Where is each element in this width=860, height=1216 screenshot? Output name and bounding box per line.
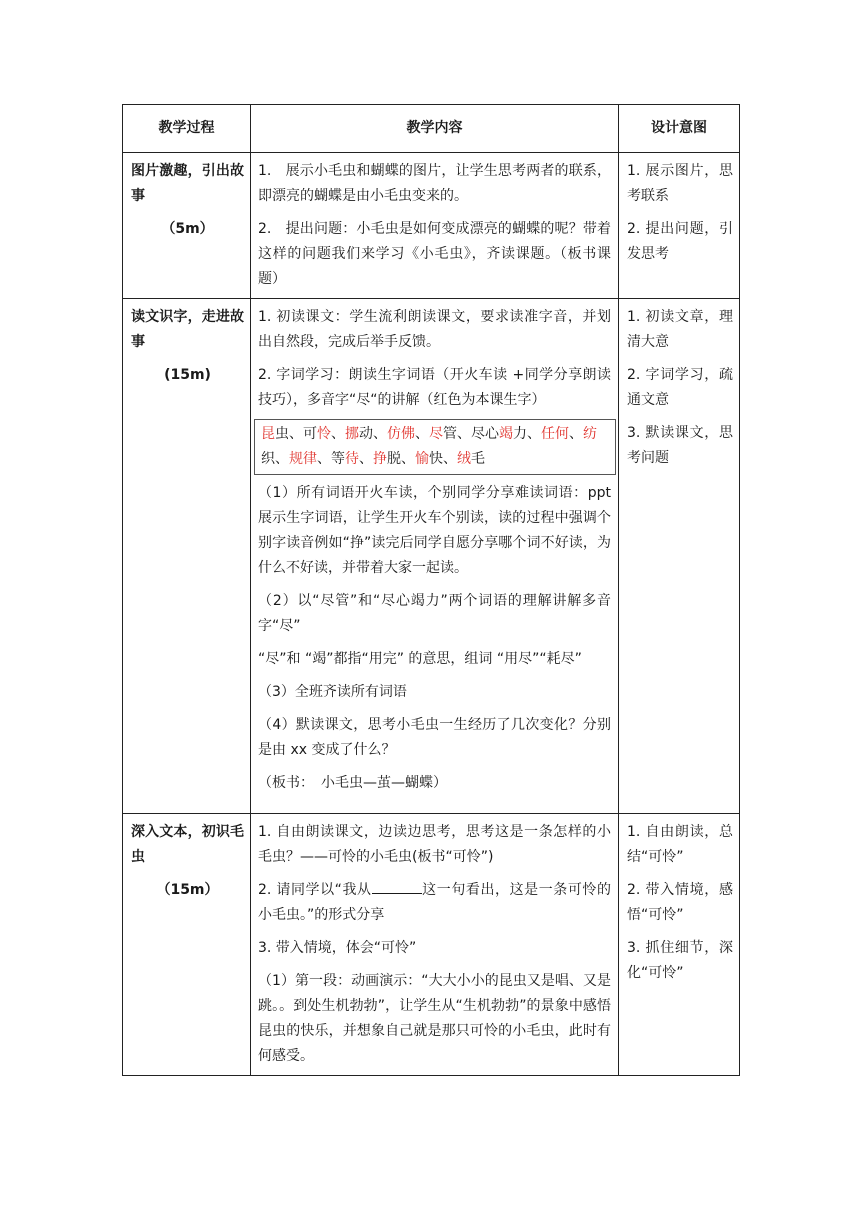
content-paragraph: （2）以“尽管”和“尽心竭力”两个词语的理解讲解多音字“尽”: [258, 593, 611, 634]
known-character: 尽心: [471, 426, 499, 442]
new-character: 挣: [373, 451, 387, 467]
content-paragraph: （3）全班齐读所有词语: [258, 684, 407, 700]
intent-item: 1. 展示图片，思考联系: [627, 163, 733, 204]
new-character: 绒: [457, 451, 471, 467]
vocab-separator: 、: [569, 426, 583, 442]
table-row: [123, 814, 740, 1076]
vocab-word: [415, 451, 443, 467]
intent-item: 2. 提出问题，引发思考: [627, 221, 733, 262]
vocab-word: [373, 451, 401, 467]
new-character: 挪: [345, 426, 359, 442]
header-content: 教学内容: [251, 105, 619, 153]
content-cell: [251, 814, 619, 1076]
stage-title: 深入文本，初识毛虫: [131, 824, 244, 865]
intent-item: 2. 字词学习，疏通文意: [627, 367, 733, 408]
vocab-word: [429, 426, 457, 442]
header-process: 教学过程: [123, 105, 251, 153]
known-character: 可: [303, 426, 317, 442]
stage-cell: [123, 814, 251, 1076]
stage-time: (15m): [164, 367, 211, 383]
known-character: 管: [443, 426, 457, 442]
header-intent: 设计意图: [619, 105, 740, 153]
table-header-row: [123, 105, 740, 153]
new-character: 怜: [317, 426, 331, 442]
known-character: 快: [429, 451, 443, 467]
stage-title: 读文识字，走进故事: [131, 309, 244, 350]
vocab-word: [261, 426, 289, 442]
new-character: 规律: [289, 451, 317, 467]
intent-cell: [619, 299, 740, 814]
content-cell: [251, 153, 619, 299]
vocab-separator: 、: [331, 426, 345, 442]
new-character: 昆: [261, 426, 275, 442]
intent-item: 1. 初读文章，理清大意: [627, 309, 733, 350]
content-paragraph: “尽”和 “竭”都指“用完” 的意思，组词 “用尽”“耗尽”: [258, 651, 582, 667]
known-character: 虫: [275, 426, 289, 442]
vocab-separator: 、: [317, 451, 331, 467]
intent-item: 2. 带入情境，感悟“可怜”: [627, 882, 733, 923]
intent-item: 3. 抓住细节，深化“可怜”: [627, 940, 733, 981]
intent-item: 3. 默读课文，思考问题: [627, 425, 733, 466]
vocab-separator: 、: [373, 426, 387, 442]
new-character: 待: [345, 451, 359, 467]
known-character: 等: [331, 451, 345, 467]
vocab-separator: 、: [401, 451, 415, 467]
known-character: 脱: [387, 451, 401, 467]
known-character: 动: [359, 426, 373, 442]
new-character: 仿佛: [387, 426, 415, 442]
content-paragraph: 1. 展示小毛虫和蝴蝶的图片，让学生思考两者的联系，即漂亮的蝴蝶是由小毛虫变来的。: [258, 163, 611, 204]
content-paragraph: 2. 提出问题：小毛虫是如何变成漂亮的蝴蝶的呢？带着这样的问题我们来学习《小毛虫》，齐读课题。（板书课题）: [258, 221, 611, 287]
table-row: [123, 153, 740, 299]
vocab-separator: 、: [275, 451, 289, 467]
lesson-plan-table: [122, 104, 740, 1076]
stage-title: 图片激趣，引出故事: [131, 163, 244, 204]
stage-time: （15m）: [156, 882, 219, 898]
content-fragment: 2. 请同学以“我从: [258, 882, 372, 898]
vocab-separator: 、: [457, 426, 471, 442]
known-character: 力: [513, 426, 527, 442]
content-fragment: 这一句看出，这是一条可怜的小毛虫。”的形式分享: [258, 882, 611, 923]
content-cell: [251, 299, 619, 814]
vocab-word: [541, 426, 569, 442]
intent-cell: [619, 153, 740, 299]
stage-cell: [123, 299, 251, 814]
vocab-word: [387, 426, 415, 442]
new-character: 尽: [429, 426, 443, 442]
content-paragraph: [258, 878, 611, 928]
content-paragraph: 1. 自由朗读课文，边读边思考，思考这是一条怎样的小毛虫？——可怜的小毛虫(板书“可怜”): [258, 824, 611, 865]
vocab-separator: 、: [443, 451, 457, 467]
content-paragraph: 1. 初读课文：学生流利朗读课文，要求读准字音，并划出自然段，完成后举手反馈。: [258, 309, 611, 350]
new-character: 任何: [541, 426, 569, 442]
content-paragraph: 2. 字词学习：朗读生字词语（开火车读 +同学分享朗读技巧），多音字“尽“的讲解（红色为本课生字）: [258, 367, 611, 408]
vocab-word: [471, 426, 527, 442]
intent-item: 1. 自由朗读，总结“可怜”: [627, 824, 733, 865]
content-paragraph: 3. 带入情境，体会“可怜”: [258, 940, 417, 956]
vocab-separator: 、: [527, 426, 541, 442]
vocabulary-box: [254, 419, 616, 475]
vocab-word: [303, 426, 331, 442]
new-character: 愉: [415, 451, 429, 467]
intent-cell: [619, 814, 740, 1076]
vocab-separator: 、: [415, 426, 429, 442]
vocab-word: [289, 451, 317, 467]
known-character: 毛: [471, 451, 485, 467]
new-character: 纺: [583, 426, 597, 442]
vocab-separator: 、: [289, 426, 303, 442]
vocab-separator: 、: [359, 451, 373, 467]
vocab-word: [331, 451, 359, 467]
table-row: [123, 299, 740, 814]
new-character: 竭: [499, 426, 513, 442]
stage-cell: [123, 153, 251, 299]
content-paragraph: （4）默读课文，思考小毛虫一生经历了几次变化？分别是由 xx 变成了什么？: [258, 717, 611, 758]
content-paragraph: （板书： 小毛虫—茧—蝴蝶）: [258, 775, 447, 791]
vocab-word: [457, 451, 485, 467]
content-paragraph: （1）所有词语开火车读，个别同学分享难读词语：ppt 展示生字词语，让学生开火车个别读，读的过程中强调个别字读音例如“挣”读完后同学自愿分享哪个词不好读，为什么不好读，并带着大家一起读。: [258, 485, 611, 576]
fill-in-blank: [372, 879, 422, 894]
known-character: 织: [261, 451, 275, 467]
content-paragraph: （1）第一段：动画演示：“大大小小的昆虫又是唱、又是跳。。到处生机勃勃”，让学生从“生机勃勃”的景象中感悟昆虫的快乐，并想象自己就是那只可怜的小毛虫，此时有何感受。: [258, 973, 611, 1064]
stage-time: （5m）: [161, 221, 214, 237]
vocab-word: [345, 426, 373, 442]
